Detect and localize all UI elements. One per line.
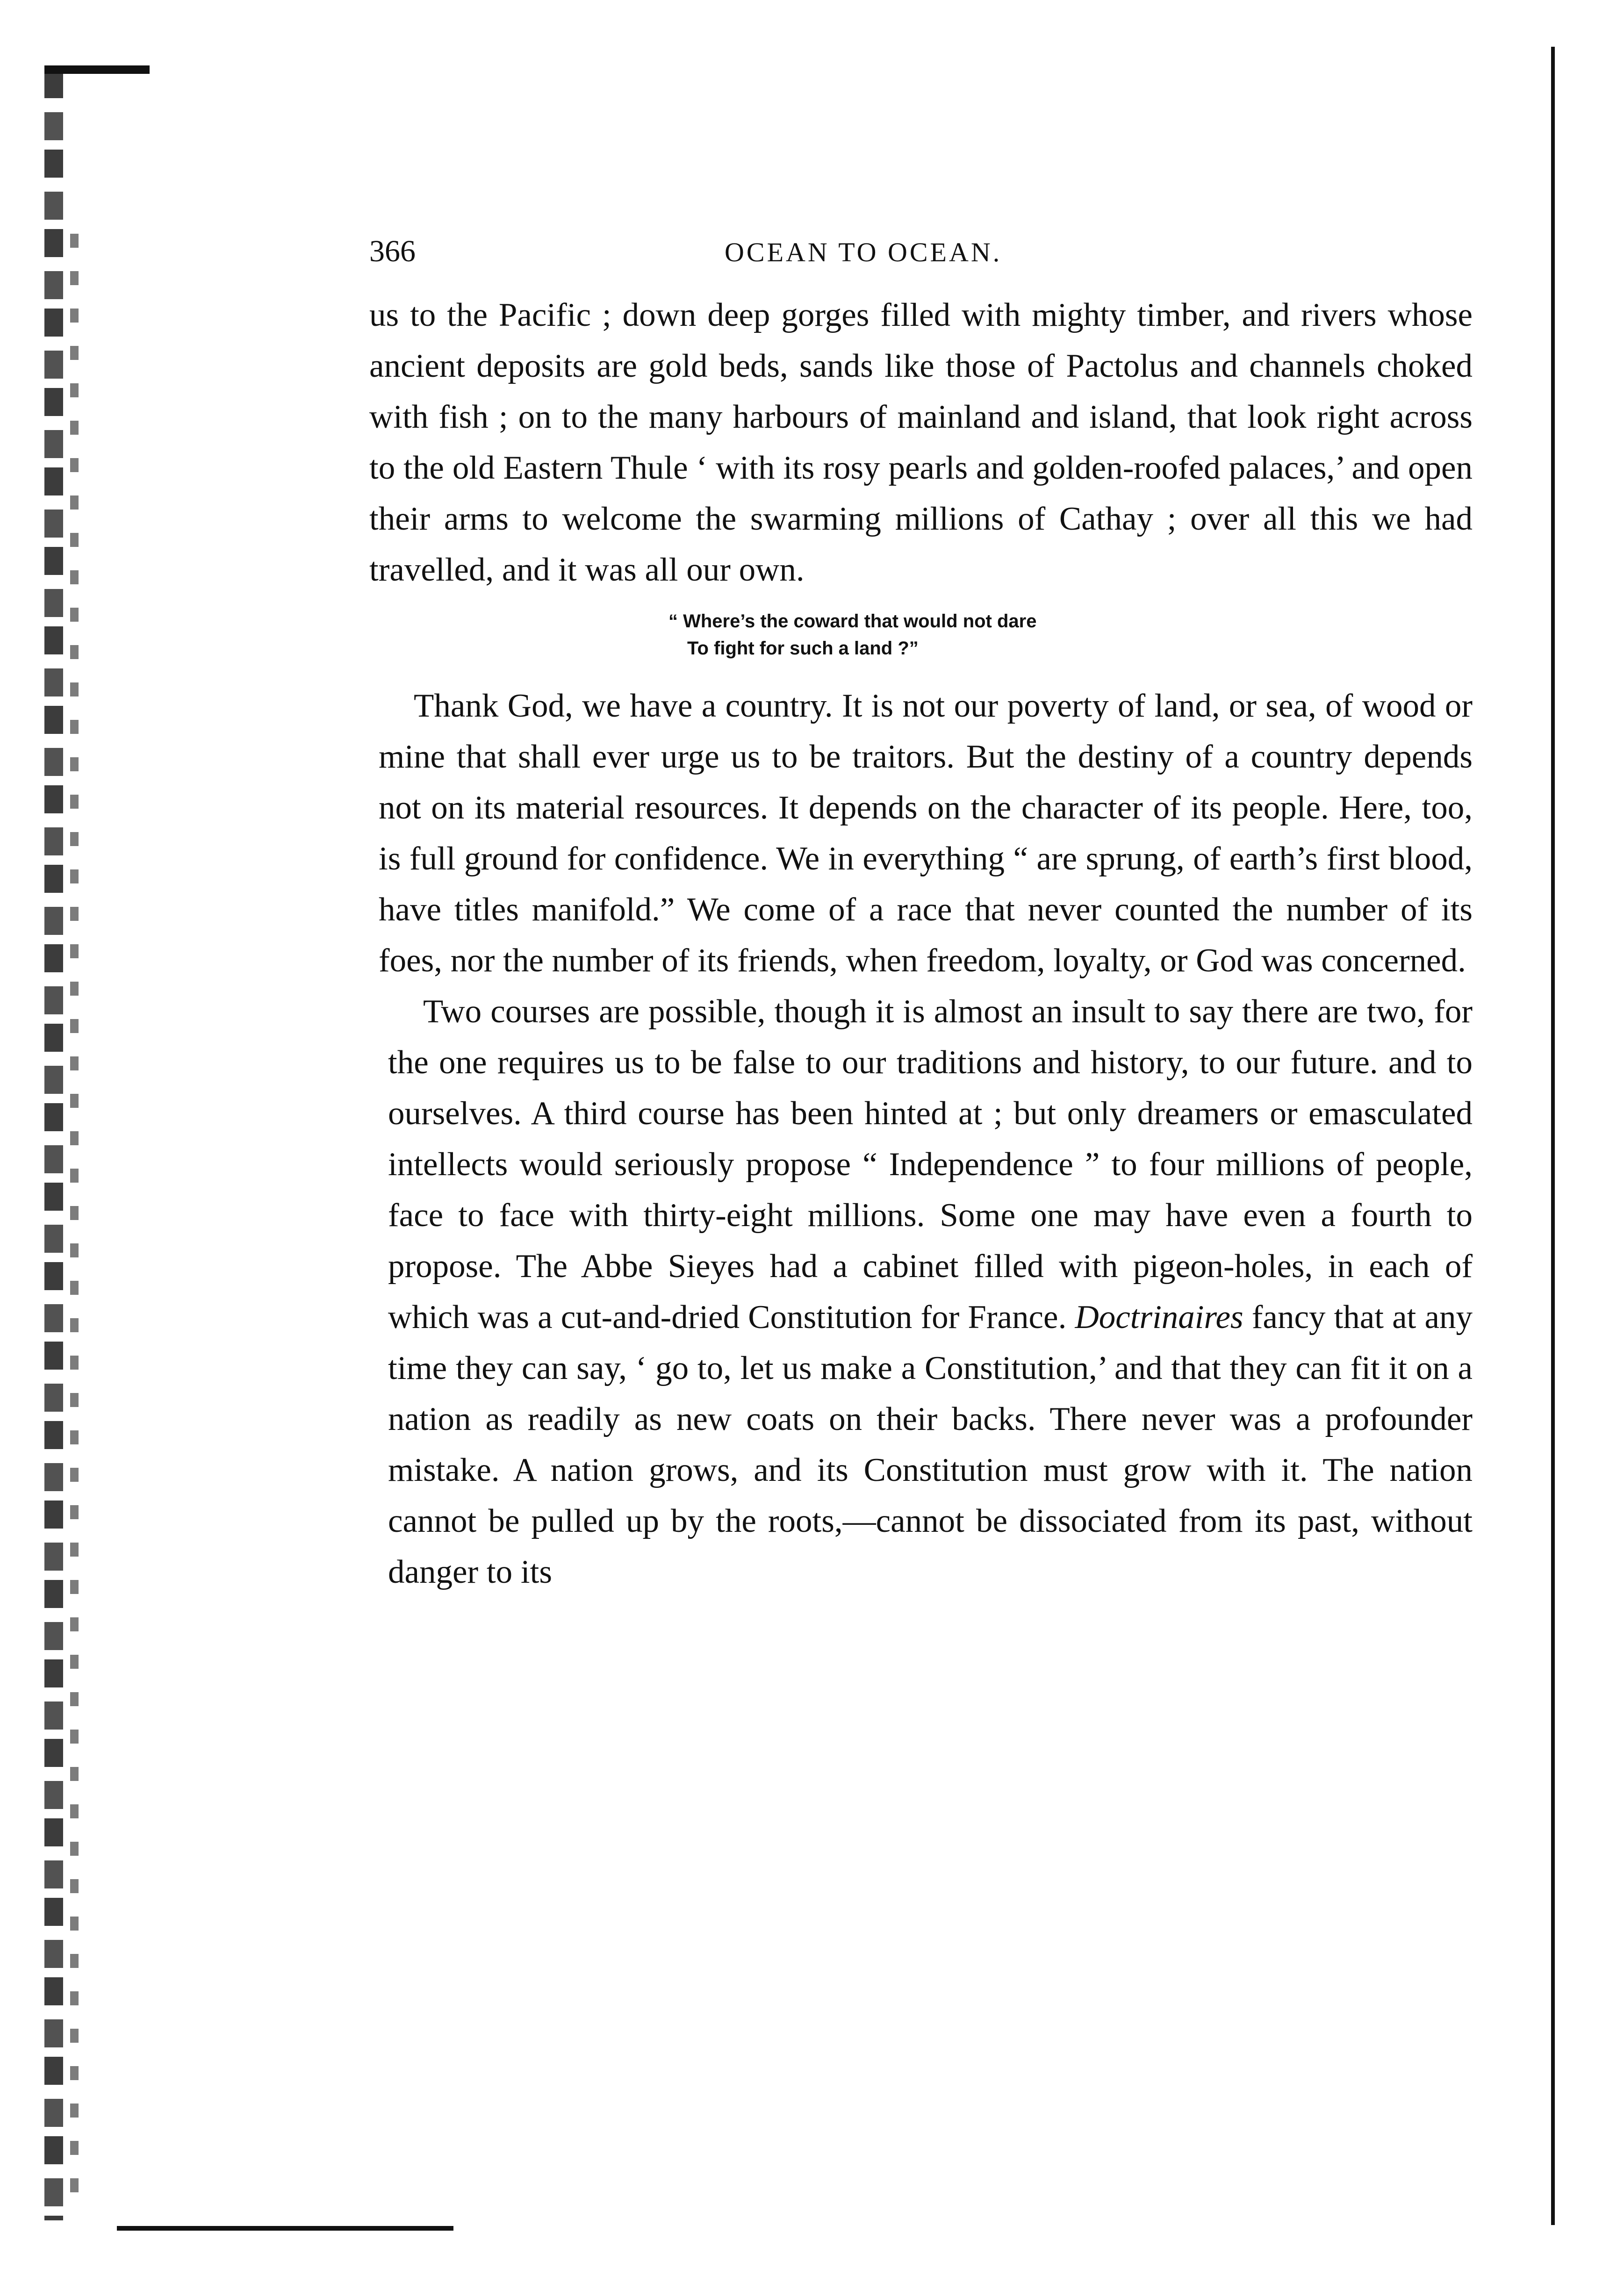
left-binding-shadow <box>44 70 63 2220</box>
right-page-edge <box>1551 47 1555 2225</box>
quote-line: “ Where’s the coward that would not dare <box>668 611 1037 632</box>
running-head: OCEAN TO OCEAN. <box>725 237 1002 267</box>
bottom-edge-mark <box>117 2226 453 2231</box>
paragraph-text: fancy that at any time they can say, ‘ go to, let us make a Constitution,’ and that they can fit it on a nation as readily as new coats on their backs. There never was a profounder mistake. A nation grows, and its Constitution must grow with it. The nation cannot be pulled up by the roots,—cannot be dissociated from its past, without danger to its <box>388 1299 1473 1590</box>
page-header <box>369 234 1473 290</box>
left-binding-shadow-inner <box>70 234 79 2197</box>
book-page <box>369 234 1473 1598</box>
paragraph-continuation: us to the Pacific ; down deep gorges filled with mighty timber, and rivers whose ancient deposits are gold beds, sands like those of Pactolus and channels choked with fish ; on to the many harbours of mainland and island, that look right across to the old Eastern Thule ‘ with its rosy pearls and golden-roofed palaces,’ and open their arms to welcome the swarming millions of Cathay ; over all this we had travelled, and it was all our own. <box>369 297 1473 588</box>
quote-line: To fight for such a land ?” <box>687 638 919 659</box>
page-number: 366 <box>369 234 416 268</box>
paragraph <box>388 986 1473 1598</box>
corner-mark <box>44 65 150 74</box>
paragraph: Thank God, we have a country. It is not our poverty of land, or sea, of wood or mine that shall ever urge us to be traitors. But the destiny of a country depends not on its material resources. It depends on the character of its people. Here, too, is full ground for confidence. We in everything “ are sprung, of earth’s first blood, have titles manifold.” We come of a race that never counted the number of its foes, nor the number of its friends, when freedom, loyalty, or God was concerned. <box>379 688 1473 979</box>
italic-term: Doctrinaires <box>1075 1299 1243 1335</box>
verse-quotation <box>668 608 1473 662</box>
paragraph-text: Two courses are possible, though it is almost an insult to say there are two, for the one requires us to be false to our traditions and history, to our future. and to ourselves. A third course has been hinted at ; but only dreamers or emasculated intellects would seriously propose “ Independence ” to four millions of people, face to face with thirty-eight millions. Some one may have even a fourth to propose. The Abbe Sieyes had a cabinet filled with pigeon-holes, in each of which was a cut-and-dried Constitution for France. <box>388 993 1473 1335</box>
